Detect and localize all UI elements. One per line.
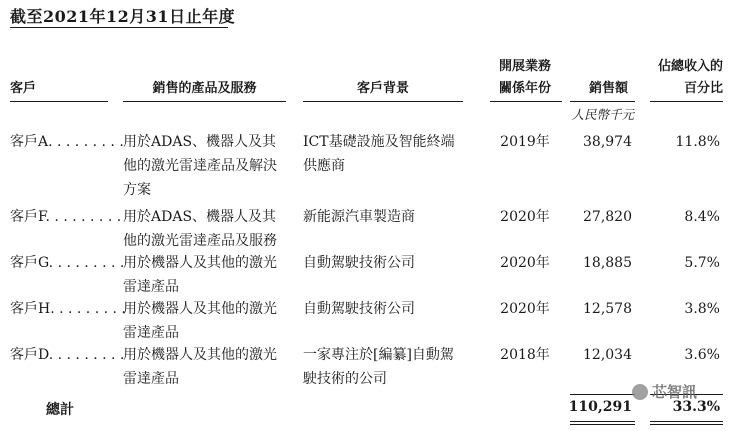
total-share: 33.3% (672, 399, 720, 415)
watermark-icon (632, 384, 648, 400)
row-share: 11.8% (675, 134, 720, 150)
total-sales: 110,291 (568, 399, 632, 415)
row-background-line2: 供應商 (303, 158, 345, 174)
row-year: 2020年 (500, 301, 550, 317)
header-products: 銷售的產品及服務 (152, 81, 257, 96)
row-customer: 客戶H. . . . . . . . . (10, 301, 126, 317)
row-products-line1: 用於ADAS、機器人及其 (123, 209, 277, 225)
header-years-line2: 關係年份 (498, 81, 551, 96)
row-products-line2: 雷達產品 (123, 279, 179, 295)
row-year: 2019年 (500, 134, 550, 150)
rule-sales (570, 101, 635, 102)
row-products-line2: 雷達產品 (123, 371, 179, 387)
header-customer: 客戶 (10, 81, 37, 96)
row-products-line2: 他的激光雷達產品及服務 (123, 233, 277, 249)
row-background-line1: 新能源汽車製造商 (303, 209, 415, 225)
row-background-line1: 自動駕駛技術公司 (303, 255, 415, 271)
row-year: 2018年 (500, 347, 550, 363)
watermark-text: 芯智訊 (652, 383, 698, 401)
row-sales: 12,034 (583, 347, 632, 363)
title-underline (10, 27, 228, 28)
row-background-line1: ICT基礎設施及智能終端 (303, 134, 455, 150)
row-customer: 客戶A. . . . . . . . . (10, 134, 124, 150)
row-background-line2: 駛技術的公司 (303, 371, 387, 387)
row-year: 2020年 (500, 255, 550, 271)
rule-products (123, 101, 286, 102)
row-customer: 客戶F. . . . . . . . . (10, 209, 122, 225)
header-sales: 銷售額 (588, 81, 628, 96)
row-share: 3.8% (684, 301, 720, 317)
header-share-line1: 佔總收入的 (657, 59, 723, 74)
row-customer: 客戶D. . . . . . . . . (10, 347, 125, 363)
total-rule-sales-bottom2 (570, 424, 635, 425)
header-background: 客戶背景 (356, 81, 409, 96)
page-title: 截至2021年12月31日止年度 (10, 7, 236, 26)
total-rule-share-bottom1 (650, 421, 723, 422)
rule-background (303, 101, 463, 102)
row-products-line2: 他的激光雷達產品及解決 (123, 158, 277, 174)
header-share-line2: 百分比 (683, 81, 723, 96)
row-year: 2020年 (500, 209, 550, 225)
row-products-line2: 雷達產品 (123, 325, 179, 341)
row-products-line1: 用於機器人及其他的激光 (123, 301, 277, 317)
total-rule-sales-top (570, 394, 635, 395)
row-products-line1: 用於機器人及其他的激光 (123, 347, 277, 363)
total-label: 總計 (46, 402, 74, 418)
rule-share (650, 101, 723, 102)
total-rule-sales-bottom1 (570, 421, 635, 422)
rule-years (490, 101, 562, 102)
unit-label: 人民幣千元 (571, 107, 634, 122)
row-share: 3.6% (684, 347, 720, 363)
row-sales: 38,974 (583, 134, 632, 150)
row-products-line1: 用於ADAS、機器人及其 (123, 134, 277, 150)
row-share: 8.4% (684, 209, 720, 225)
rule-customer (10, 101, 108, 102)
row-share: 5.7% (684, 255, 720, 271)
row-sales: 27,820 (583, 209, 632, 225)
row-products-line3: 方案 (123, 182, 151, 198)
row-sales: 18,885 (583, 255, 632, 271)
header-years-line1: 開展業務 (498, 59, 551, 74)
row-background-line1: 自動駕駛技術公司 (303, 301, 415, 317)
row-products-line1: 用於機器人及其他的激光 (123, 255, 277, 271)
row-sales: 12,578 (583, 301, 632, 317)
row-background-line1: 一家專注於[編纂]自動駕 (303, 347, 454, 363)
row-customer: 客戶G. . . . . . . . . (10, 255, 125, 271)
total-rule-share-bottom2 (650, 424, 723, 425)
